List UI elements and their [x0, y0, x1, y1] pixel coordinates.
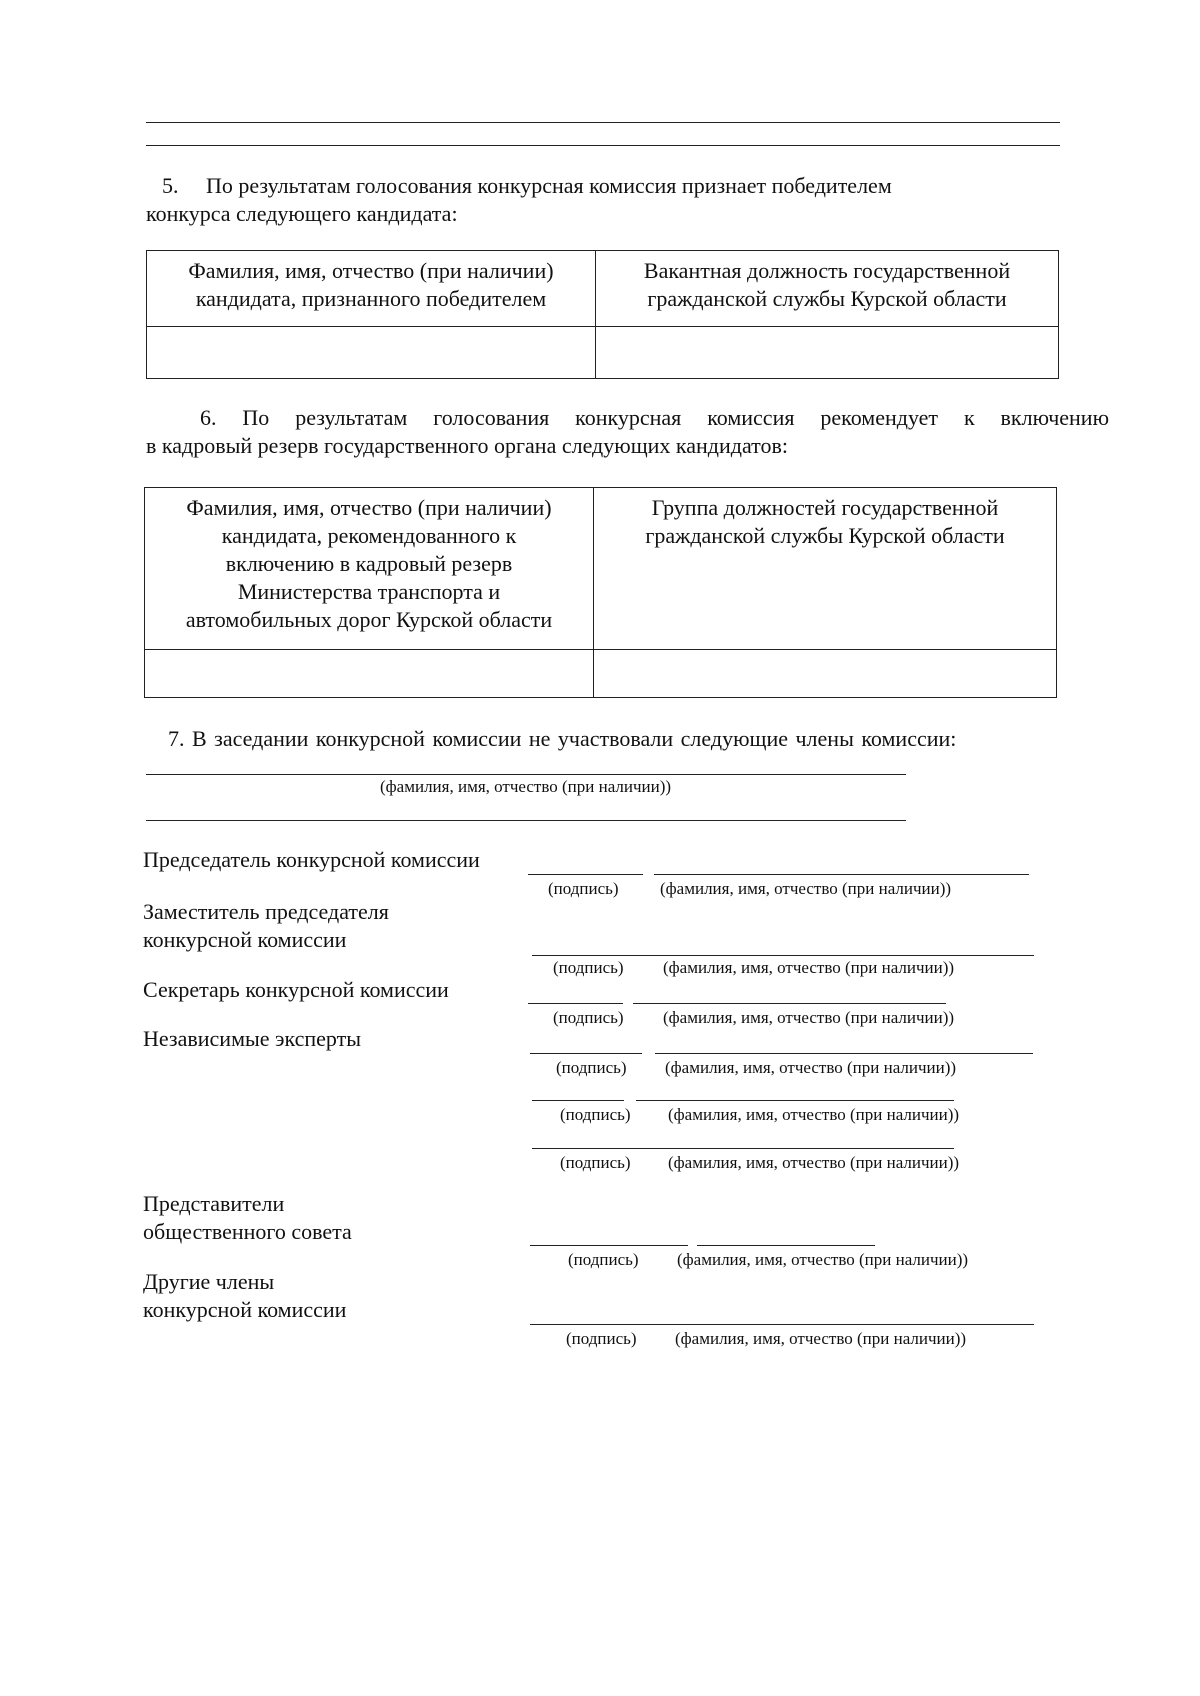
expert2-name-line[interactable] [636, 1100, 954, 1101]
reserve-table-header-name [145, 488, 594, 650]
expert3-signature-caption: (подпись) [560, 1153, 631, 1172]
public-council-label-line1: Представители [143, 1191, 285, 1216]
blank-line-top-2 [146, 145, 1060, 146]
blank-line-top-1 [146, 122, 1060, 123]
winner-table-cell-position[interactable] [596, 327, 1059, 379]
absent-members-caption: (фамилия, имя, отчество (при наличии)) [380, 777, 672, 796]
experts-label: Независимые эксперты [143, 1026, 362, 1051]
winner-header-name-line1: Фамилия, имя, отчество (при наличии) [188, 258, 554, 283]
other-members-label-line2: конкурсной комиссии [143, 1297, 347, 1322]
chairman-signature-line[interactable] [528, 874, 643, 875]
winner-table-cell-name[interactable] [147, 327, 596, 379]
winner-header-name-line2: кандидата, признанного победителем [195, 286, 547, 311]
winner-table-header-position [596, 251, 1059, 327]
item5-number: 5. [162, 173, 179, 198]
reserve-header-name-line3: включению в кадровый резерв [225, 551, 513, 576]
expert3-name-caption: (фамилия, имя, отчество (при наличии)) [668, 1153, 960, 1172]
reserve-header-name-line5: автомобильных дорог Курской области [185, 607, 553, 632]
item7-line: 7. В заседании конкурсной комиссии не участвовали следующие члены комиссии: [168, 726, 957, 751]
expert1-name-caption: (фамилия, имя, отчество (при наличии)) [665, 1058, 957, 1077]
public-council-name-caption: (фамилия, имя, отчество (при наличии)) [677, 1250, 969, 1269]
expert1-signature-caption: (подпись) [556, 1058, 627, 1077]
public-council-name-line[interactable] [697, 1245, 875, 1246]
reserve-table-header-group [594, 488, 1057, 650]
expert1-name-line[interactable] [655, 1053, 1033, 1054]
reserve-table-cell-name[interactable] [145, 650, 594, 698]
expert1-signature-line[interactable] [530, 1053, 642, 1054]
expert2-signature-caption: (подпись) [560, 1105, 631, 1124]
deputy-line[interactable] [532, 955, 1034, 956]
secretary-signature-line[interactable] [528, 1003, 623, 1004]
other-members-name-caption: (фамилия, имя, отчество (при наличии)) [675, 1329, 967, 1348]
winner-header-position-line1: Вакантная должность государственной [643, 258, 1011, 283]
chairman-name-line[interactable] [654, 874, 1029, 875]
item5-line1: По результатам голосования конкурсная комиссия признает победителем [206, 173, 892, 198]
reserve-header-name-line1: Фамилия, имя, отчество (при наличии) [186, 495, 552, 520]
public-council-signature-line[interactable] [530, 1245, 688, 1246]
chairman-name-caption: (фамилия, имя, отчество (при наличии)) [660, 879, 952, 898]
deputy-name-caption: (фамилия, имя, отчество (при наличии)) [663, 958, 955, 977]
expert2-name-caption: (фамилия, имя, отчество (при наличии)) [668, 1105, 960, 1124]
deputy-label-line1: Заместитель председателя [143, 899, 389, 924]
winner-table [146, 250, 1059, 379]
secretary-name-caption: (фамилия, имя, отчество (при наличии)) [663, 1008, 955, 1027]
chairman-signature-caption: (подпись) [548, 879, 619, 898]
deputy-signature-caption: (подпись) [553, 958, 624, 977]
secretary-label: Секретарь конкурсной комиссии [143, 977, 449, 1002]
item5-line2: конкурса следующего кандидата: [146, 201, 458, 226]
item6-line1: 6. По результатам голосования конкурсная комиссия рекомендует к включению [200, 405, 1109, 430]
reserve-header-name-line4: Министерства транспорта и [237, 579, 501, 604]
secretary-name-line[interactable] [633, 1003, 946, 1004]
secretary-signature-caption: (подпись) [553, 1008, 624, 1027]
winner-table-header-name [147, 251, 596, 327]
other-members-label-line1: Другие члены [143, 1269, 275, 1294]
reserve-table-cell-group[interactable] [594, 650, 1057, 698]
chairman-label: Председатель конкурсной комиссии [143, 847, 480, 872]
public-council-signature-caption: (подпись) [568, 1250, 639, 1269]
public-council-label-line2: общественного совета [143, 1219, 352, 1244]
reserve-header-name-line2: кандидата, рекомендованного к [221, 523, 517, 548]
absent-members-line-1 [146, 774, 906, 775]
other-members-signature-caption: (подпись) [566, 1329, 637, 1348]
reserve-header-group-line1: Группа должностей государственной [651, 495, 999, 520]
expert2-signature-line[interactable] [532, 1100, 624, 1101]
other-members-line[interactable] [530, 1324, 1034, 1325]
expert3-line[interactable] [532, 1148, 954, 1149]
winner-header-position-line2: гражданской службы Курской области [647, 286, 1007, 311]
deputy-label-line2: конкурсной комиссии [143, 927, 347, 952]
item6-line2: в кадровый резерв государственного органа следующих кандидатов: [146, 433, 788, 458]
reserve-header-group-line2: гражданской службы Курской области [645, 523, 1005, 548]
absent-members-line-2 [146, 820, 906, 821]
reserve-table [144, 487, 1057, 698]
